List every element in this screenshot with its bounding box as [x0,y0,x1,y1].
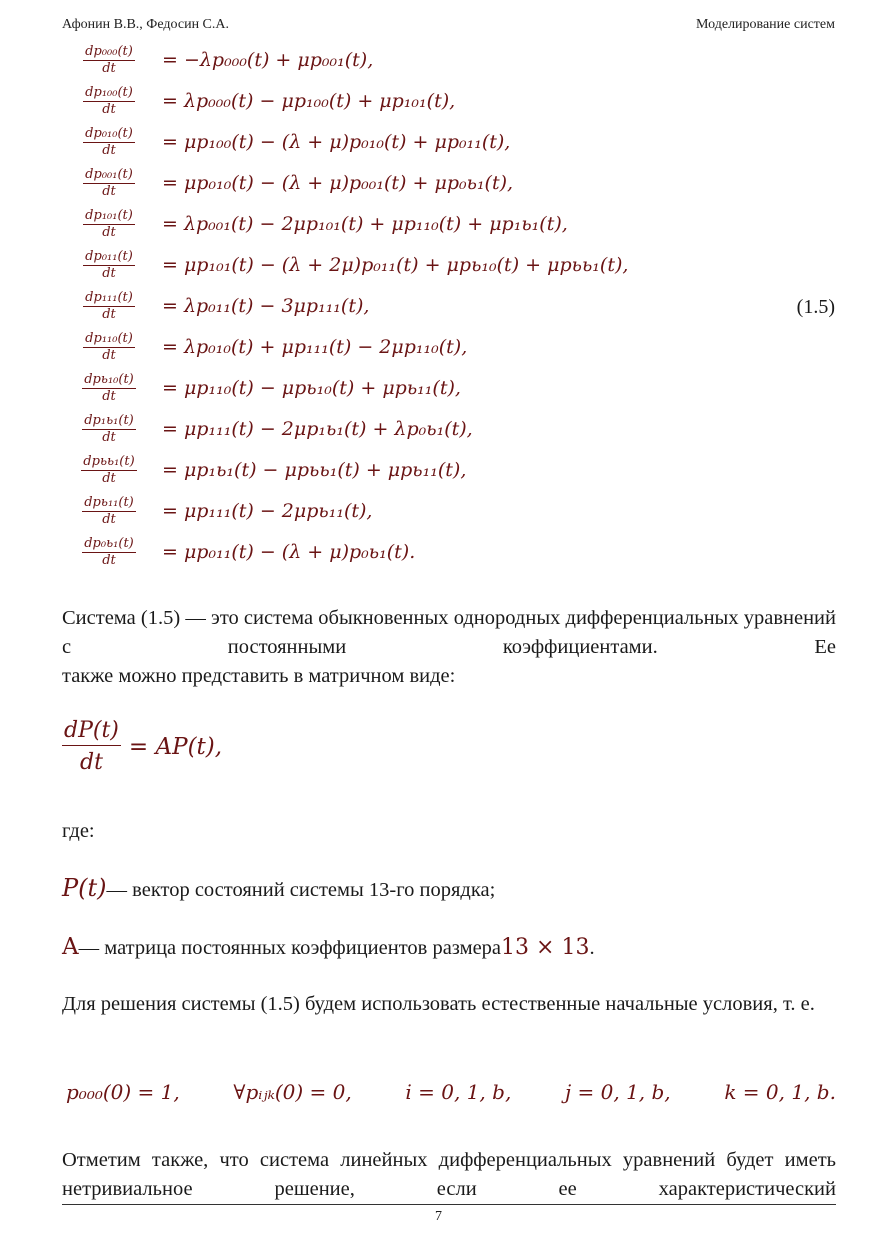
equation-10 [66,409,473,449]
equation-12 [66,491,372,531]
eq-rhs: = λp₀₀₀(t) − μp₁₀₀(t) + μp₁₀₁(t), [162,90,456,112]
equation-5 [66,204,568,244]
eq-denominator: dt [102,266,116,281]
eq-lhs: dp₁ь₁(t) [84,413,134,428]
eq-rhs: = μp₁₁₀(t) − μpь₁₀(t) + μpь₁₁(t), [162,377,461,399]
eq-lhs: dp₁₁₁(t) [85,290,133,305]
eq-rhs: = μp₁₁₁(t) − 2μpь₁₁(t), [162,500,373,522]
eq-rhs: = μp₁₀₀(t) − (λ + μ)p₀₁₀(t) + μp₀₁₁(t), [162,131,511,153]
eq-denominator: dt [102,430,116,445]
eq-rhs: = −λp₀₀₀(t) + μp₀₀₁(t), [162,49,374,71]
condition-forall: ∀pᵢⱼₖ(0) = 0, [233,1080,352,1104]
equation-7 [66,286,369,326]
matrix-dimensions: 13 × 13 [501,935,590,960]
eq-denominator: dt [102,348,116,363]
header-title: Моделирование систем [696,17,835,32]
symbol-p-of-t: P(t) [62,874,107,902]
definition-state-vector [62,874,495,902]
paragraph-nontrivial-solution: Отметим также, что система линейных дифференциальных уравнений будет иметь нетривиальное решение, если ее характеристический [62,1149,836,1200]
eq-lhs: dp₀ь₁(t) [84,536,134,551]
header-authors: Афонин В.В., Федосин С.А. [62,17,230,32]
eq-rhs: = λp₀₁₀(t) + μp₁₁₁(t) − 2μp₁₁₀(t), [162,336,468,358]
definition-text: — вектор состояний системы 13-го порядка; [106,879,496,901]
definition-matrix-a [62,934,595,960]
eq-lhs: dp₀₁₁(t) [85,249,133,264]
equation-1 [66,40,373,80]
equation-9 [66,368,461,408]
matrix-eq-numerator: dP(t) [62,718,121,746]
eq-denominator: dt [102,61,116,76]
eq-lhs: dpь₁₀(t) [84,372,134,387]
equation-number: (1.5) [796,296,835,318]
equation-11 [66,450,466,490]
eq-rhs: = μp₀₁₀(t) − (λ + μ)p₀₀₁(t) + μp₀ь₁(t), [162,172,514,194]
eq-denominator: dt [102,225,116,240]
definition-text: — матрица постоянных коэффициентов размера [78,937,502,959]
initial-conditions [66,1080,836,1104]
equation-2 [66,81,455,121]
eq-lhs: dpь₁₁(t) [84,495,134,510]
eq-rhs: = μp₀₁₁(t) − (λ + μ)p₀ь₁(t). [162,541,416,563]
eq-denominator: dt [102,389,116,404]
eq-lhs: dp₁₀₀(t) [85,85,133,100]
where-label: где: [62,820,95,842]
eq-denominator: dt [102,553,116,568]
paragraph-initial-conditions: Для решения системы (1.5) будем использовать естественные начальные условия, т. е. [62,993,815,1015]
eq-lhs: dp₁₁₀(t) [85,331,133,346]
equation-4 [66,163,513,203]
eq-rhs: = λp₀₀₁(t) − 2μp₁₀₁(t) + μp₁₁₀(t) + μp₁ь₁(t), [162,213,568,235]
condition-j: j = 0, 1, b, [564,1080,671,1104]
paragraph-system-description-end: также можно представить в матричном виде: [62,665,456,687]
condition-p000: p₀₀₀(0) = 1, [66,1080,180,1104]
symbol-a: A [62,934,79,960]
equation-3 [66,122,510,162]
condition-i: i = 0, 1, b, [405,1080,512,1104]
eq-denominator: dt [102,184,116,199]
footer-rule [62,1204,836,1205]
eq-rhs: = λp₀₁₁(t) − 3μp₁₁₁(t), [162,295,370,317]
eq-denominator: dt [102,102,116,117]
eq-rhs: = μp₁ь₁(t) − μpьь₁(t) + μpь₁₁(t), [162,459,467,481]
paragraph-system-description: Система (1.5) — это система обыкновенных однородных дифференциальных уравнений с постоянными коэффициентами. Ее [62,607,836,658]
matrix-eq-rhs: = AP(t), [128,733,223,760]
eq-lhs: dp₁₀₁(t) [85,208,133,223]
eq-lhs: dp₀₀₀(t) [85,44,133,59]
equation-13 [66,532,415,572]
eq-denominator: dt [102,143,116,158]
eq-lhs: dp₀₀₁(t) [85,167,133,182]
condition-k: k = 0, 1, b. [724,1080,836,1104]
equation-6 [66,245,628,285]
page-number: 7 [435,1209,442,1224]
matrix-eq-denominator: dt [79,750,103,775]
definition-end: . [589,937,595,959]
matrix-equation [62,718,222,775]
eq-lhs: dpьь₁(t) [83,454,135,469]
eq-lhs: dp₀₁₀(t) [85,126,133,141]
eq-denominator: dt [102,512,116,527]
equation-8 [66,327,467,367]
eq-rhs: = μp₁₁₁(t) − 2μp₁ь₁(t) + λp₀ь₁(t), [162,418,473,440]
eq-rhs: = μp₁₀₁(t) − (λ + 2μ)p₀₁₁(t) + μpь₁₀(t) + μpьь₁(t), [162,254,629,276]
eq-denominator: dt [102,307,116,322]
eq-denominator: dt [102,471,116,486]
